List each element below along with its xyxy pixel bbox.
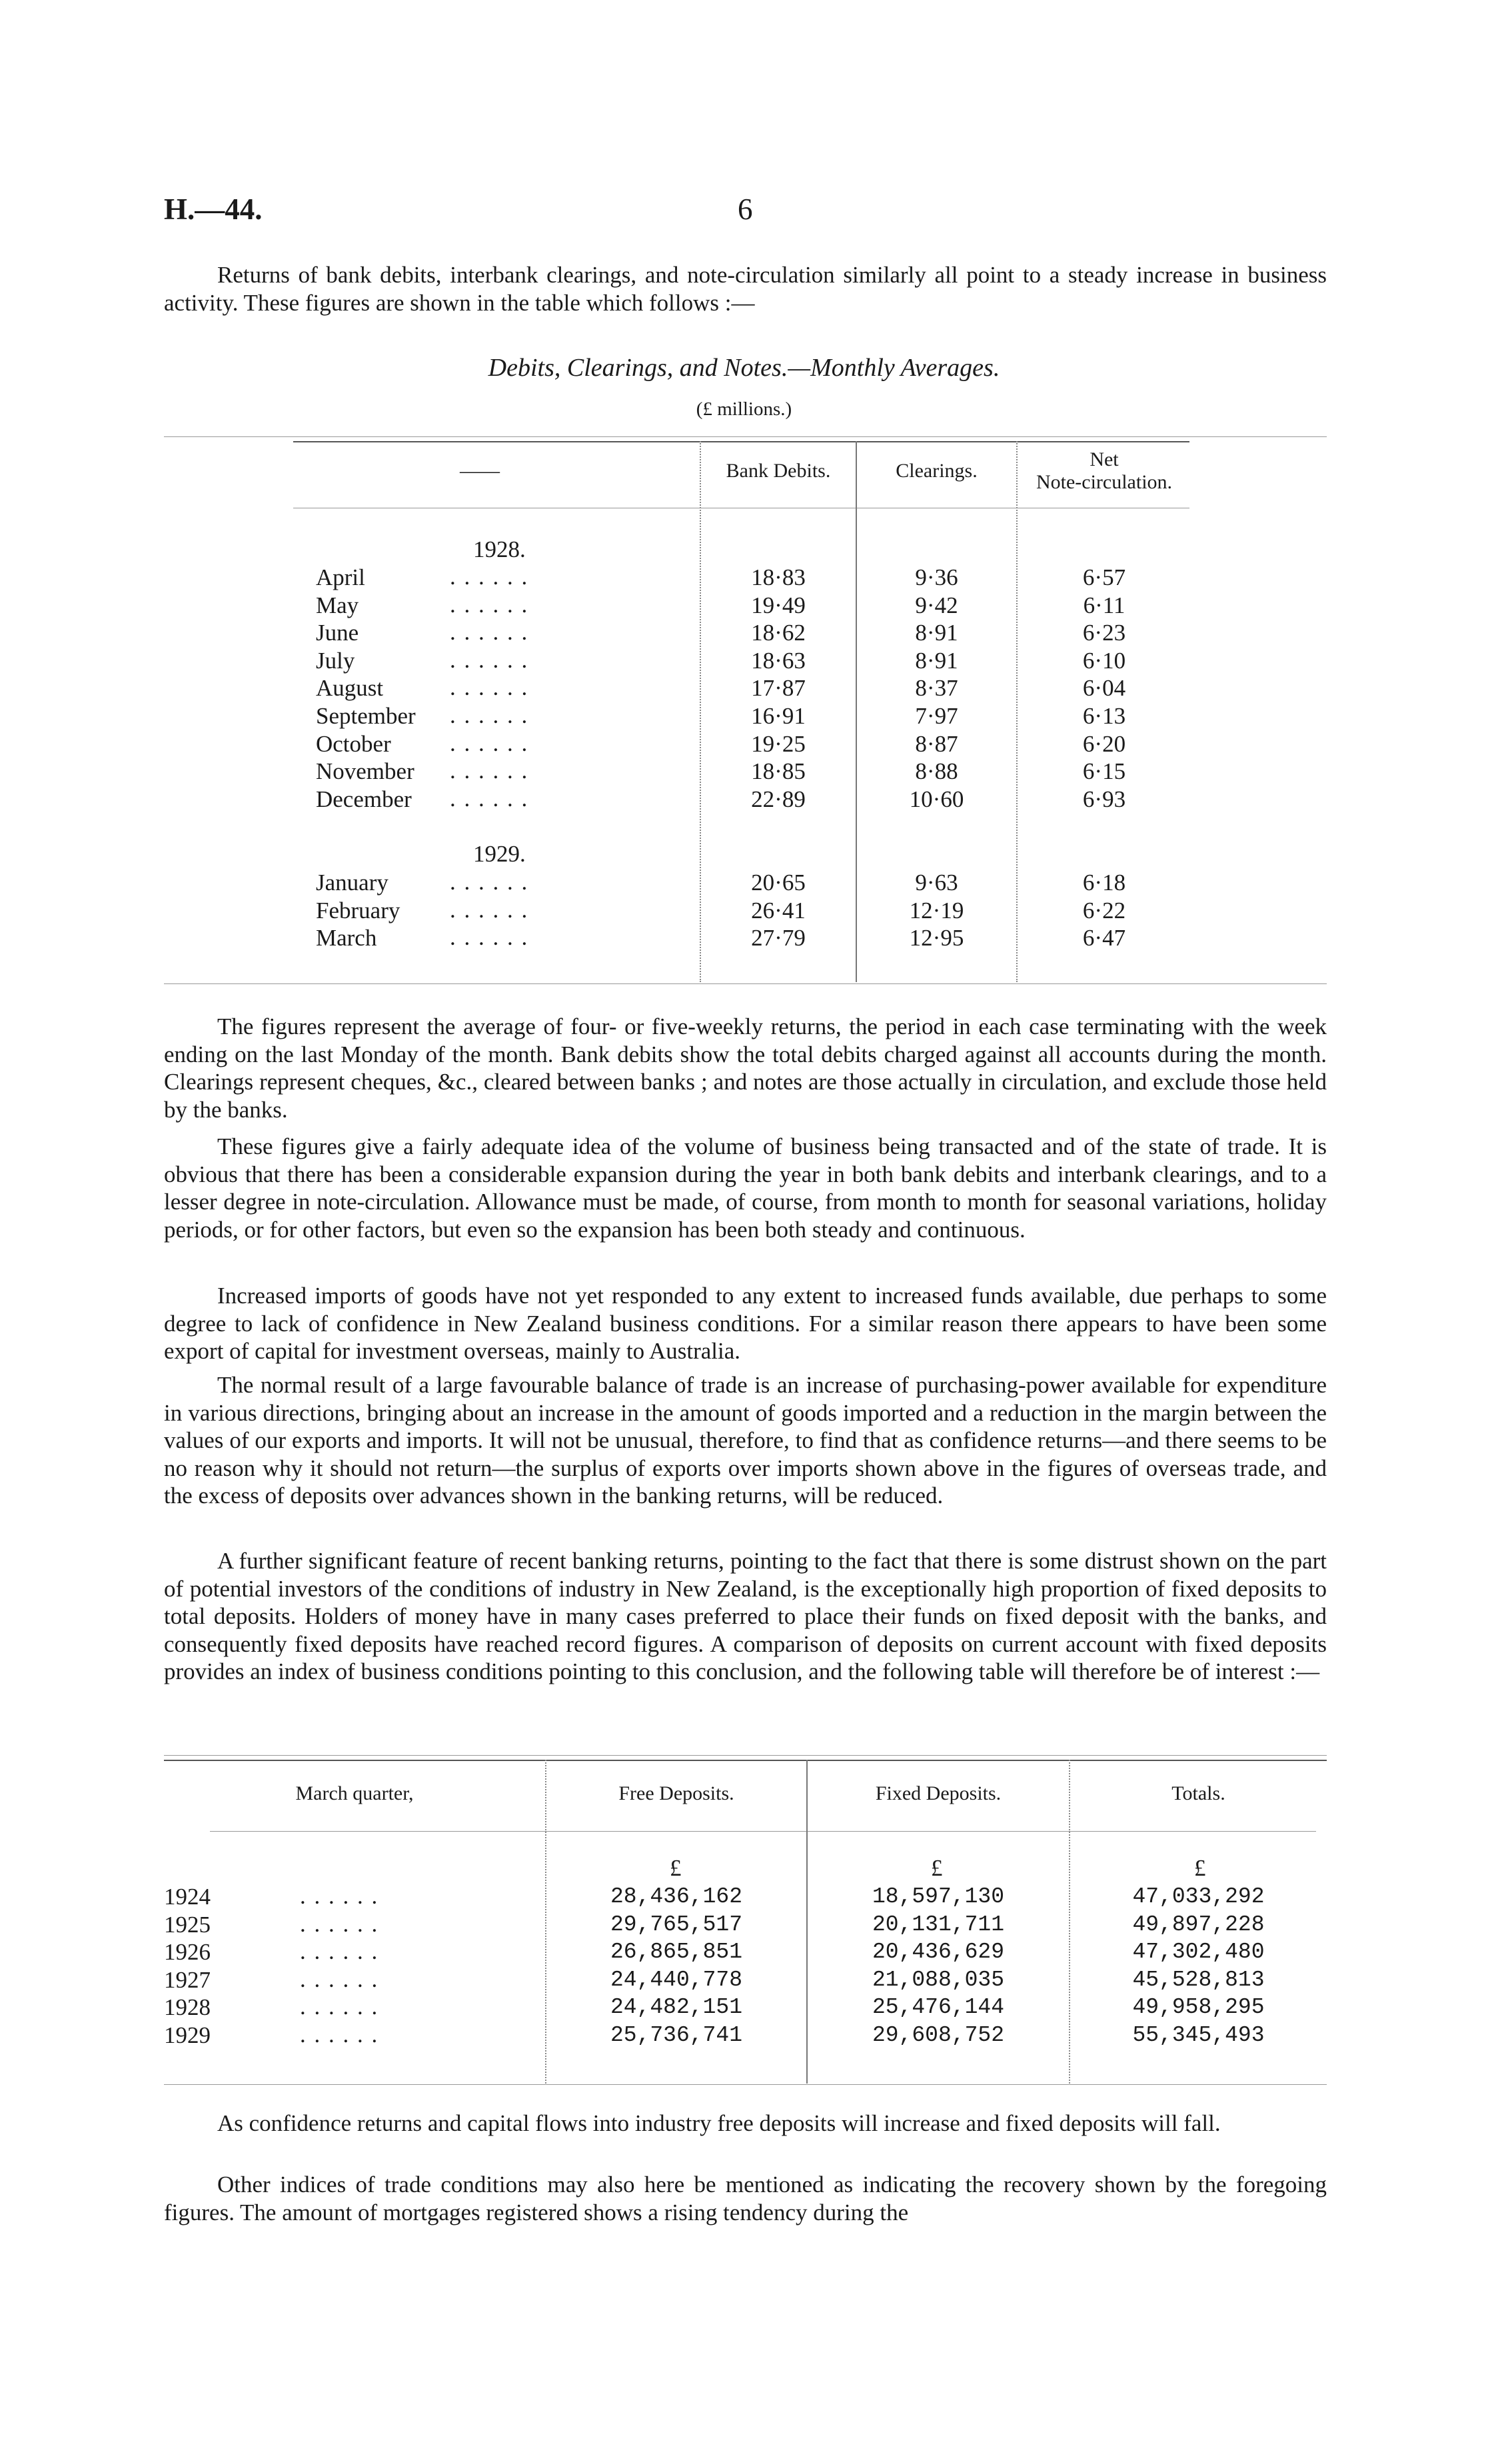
table2-top-rule-inner <box>164 1760 1327 1761</box>
paragraph-5: A further significant feature of recent banking returns, pointing to the fact that there is some distrust shown on the part of potential investors of the conditions of industry in New Zealand, is the exceptionally high proportion of fixed deposits to total deposits. Holders of money have in many cases preferred to place their funds on fixed deposit with the banks, and consequently fixed deposits have reached record figures. A comparison of deposits on current account with fixed deposits provides an index of business conditions pointing to this conclusion, and the following table will therefore be of interest :— <box>164 1548 1327 1685</box>
table2-fixed-deposits-value: 25,476,144 <box>872 1995 1005 2020</box>
table1-note-circulation-value: 6·18 <box>1082 870 1126 896</box>
table1-clearings-value: 9·42 <box>915 592 958 618</box>
table2-header-free-deposits: Free Deposits. <box>618 1782 734 1804</box>
table2-fixed-deposits-value: 20,131,711 <box>872 1912 1005 1937</box>
table2-year-label: 1927 <box>164 1966 211 1993</box>
intro-paragraph: Returns of bank debits, interbank clearings, and note-circulation similarly all point to a steady increase in business activity. These figures are shown in the table which follows :— <box>164 262 1327 316</box>
table1-note-circulation-value: 6·11 <box>1083 592 1125 618</box>
table1-note-circulation-value: 6·04 <box>1082 675 1126 702</box>
table2-free-deposits-value: 29,765,517 <box>610 1912 743 1937</box>
leader-dots: . . . . . . <box>450 896 529 923</box>
table1-clearings-value: 12·95 <box>909 925 964 951</box>
table2-free-deposits-value: 24,482,151 <box>610 1995 743 2020</box>
table2-currency-fixed: £ <box>931 1855 943 1881</box>
table2-totals-value: 49,958,295 <box>1132 1995 1265 2020</box>
table2-header-march-quarter: March quarter, <box>295 1782 414 1804</box>
leader-dots: . . . . . . <box>300 1966 379 1992</box>
table1-month-label: March <box>316 925 377 951</box>
table1-month-label: January <box>316 870 388 896</box>
table2-top-rule <box>164 1755 1327 1756</box>
table1-header-clearings: Clearings. <box>896 460 978 482</box>
leader-dots: . . . . . . <box>450 730 529 756</box>
table2-fixed-deposits-value: 20,436,629 <box>872 1940 1005 1965</box>
table1-clearings-value: 8·88 <box>915 758 958 785</box>
paragraph-3: Increased imports of goods have not yet responded to any extent to increased funds available, due perhaps to some degree to lack of confidence in New Zealand business conditions. For a similar reason there appears to have been some export of capital for investment overseas, mainly to Australia. <box>164 1283 1327 1365</box>
table1-month-label: February <box>316 897 400 924</box>
table2-free-deposits-value: 25,736,741 <box>610 2023 743 2048</box>
leader-dots: . . . . . . <box>450 564 529 590</box>
leader-dots: . . . . . . <box>300 1883 379 1909</box>
table2-totals-value: 49,897,228 <box>1132 1912 1265 1937</box>
table2-currency-totals: £ <box>1194 1855 1206 1881</box>
table1-month-label: November <box>316 758 414 785</box>
table2-free-deposits-value: 26,865,851 <box>610 1940 743 1965</box>
table1-note-circulation-value: 6·20 <box>1082 730 1126 757</box>
table1-bottom-rule <box>164 983 1327 984</box>
table2-totals-value: 47,302,480 <box>1132 1940 1265 1965</box>
table2-totals-value: 47,033,292 <box>1132 1884 1265 1909</box>
table1-note-circulation-value: 6·93 <box>1082 786 1126 812</box>
table1-note-circulation-value: 6·10 <box>1082 647 1126 674</box>
table1-note-circulation-value: 6·47 <box>1082 925 1126 951</box>
table1-clearings-value: 8·87 <box>915 730 958 757</box>
table1-year-1928: 1928. <box>473 536 526 562</box>
table1-unit: (£ millions.) <box>696 398 792 420</box>
table1-clearings-value: 9·36 <box>915 564 958 590</box>
table2-year-label: 1926 <box>164 1939 211 1966</box>
table1-header-net-note-circulation: Net Note-circulation. <box>1036 448 1173 493</box>
table1-bank-debits-value: 19·49 <box>751 592 806 618</box>
paragraph-2: These figures give a fairly adequate idea of the volume of business being transacted and of the state of trade. It is obvious that there has been a considerable expansion during the year in both bank debits and interbank clearings, and to a lesser degree in note-circulation. Allowance must be made, of course, from month to month for seasonal variations, holiday periods, or for other factors, but even so the expansion has been both steady and continuous. <box>164 1133 1327 1243</box>
table1-top-rule-inner <box>293 441 1189 442</box>
table1-bank-debits-value: 26·41 <box>751 897 806 924</box>
page-number: 6 <box>738 193 753 226</box>
table2-free-deposits-value: 28,436,162 <box>610 1884 743 1909</box>
table1-header-stub: —— <box>460 460 500 482</box>
table2-header-fixed-deposits: Fixed Deposits. <box>875 1782 1002 1804</box>
closing-paragraph-2: Other indices of trade conditions may also here be mentioned as indicating the recovery shown by the foregoing figures. The amount of mortgages registered shows a rising tendency during the <box>164 2171 1327 2225</box>
table1-clearings-value: 8·37 <box>915 675 958 702</box>
table1-clearings-value: 8·91 <box>915 620 958 646</box>
table2-year-label: 1928 <box>164 1994 211 2021</box>
table1-note-circulation-value: 6·57 <box>1082 564 1126 590</box>
paragraph-4: The normal result of a large favourable balance of trade is an increase of purchasing-power available for expenditure in various directions, bringing about an increase in the amount of goods imported and a reduction in the margin between the values of our exports and imports. It will not be unusual, therefore, to find that as confidence returns—and there seems to be no reason why it should not return—the surplus of exports over imports shown above in the figures of overseas trade, and the excess of deposits over advances shown in the banking returns, will be reduced. <box>164 1372 1327 1509</box>
closing-paragraph-1: As confidence returns and capital flows into industry free deposits will increase and fixed deposits will fall. <box>217 2110 1221 2136</box>
table1-bank-debits-value: 18·85 <box>751 758 806 785</box>
table1-clearings-value: 9·63 <box>915 870 958 896</box>
table1-bank-debits-value: 17·87 <box>751 675 806 702</box>
leader-dots: . . . . . . <box>300 1910 379 1937</box>
table2-header-rule <box>210 1831 1316 1832</box>
table2-fixed-deposits-value: 21,088,035 <box>872 1967 1005 1992</box>
table2-fixed-deposits-value: 18,597,130 <box>872 1884 1005 1909</box>
table1-note-circulation-value: 6·13 <box>1082 703 1126 729</box>
leader-dots: . . . . . . <box>450 758 529 784</box>
table1-clearings-value: 8·91 <box>915 647 958 674</box>
table1-month-label: May <box>316 592 359 618</box>
table2-header-totals: Totals. <box>1171 1782 1225 1804</box>
table2-year-label: 1924 <box>164 1884 211 1910</box>
table2-totals-value: 55,345,493 <box>1132 2023 1265 2048</box>
table1-month-label: July <box>316 647 355 674</box>
leader-dots: . . . . . . <box>450 702 529 728</box>
table1-title: Debits, Clearings, and Notes.—Monthly Averages. <box>488 354 1000 382</box>
table1-clearings-value: 10·60 <box>909 786 964 812</box>
table1-bank-debits-value: 16·91 <box>751 703 806 729</box>
table2-currency-free: £ <box>670 1855 682 1881</box>
table1-header-bank-debits: Bank Debits. <box>726 460 831 482</box>
leader-dots: . . . . . . <box>450 785 529 812</box>
table1-note-circulation-value: 6·23 <box>1082 620 1126 646</box>
table2-totals-value: 45,528,813 <box>1132 1967 1265 1992</box>
table2-bottom-rule <box>164 2084 1327 2085</box>
leader-dots: . . . . . . <box>450 869 529 895</box>
leader-dots: . . . . . . <box>450 646 529 673</box>
table1-month-label: June <box>316 620 359 646</box>
leader-dots: . . . . . . <box>450 924 529 951</box>
paragraph-1: The figures represent the average of four- or five-weekly returns, the period in each case terminating with the week ending on the last Monday of the month. Bank debits show the total debits charged against all accounts during the month. Clearings represent cheques, &c., cleared between banks ; and notes are those actually in circulation, and exclude those held by the banks. <box>164 1013 1327 1123</box>
table1-bank-debits-value: 19·25 <box>751 730 806 757</box>
leader-dots: . . . . . . <box>300 1938 379 1965</box>
table2-free-deposits-value: 24,440,778 <box>610 1967 743 1992</box>
table2-year-label: 1929 <box>164 2022 211 2048</box>
table1-clearings-value: 12·19 <box>909 897 964 924</box>
table1-bank-debits-value: 18·63 <box>751 647 806 674</box>
table1-month-label: October <box>316 730 391 757</box>
table2-fixed-deposits-value: 29,608,752 <box>872 2023 1005 2048</box>
document-reference: H.—44. <box>164 193 263 226</box>
leader-dots: . . . . . . <box>300 1994 379 2020</box>
leader-dots: . . . . . . <box>300 2022 379 2048</box>
leader-dots: . . . . . . <box>450 591 529 618</box>
table1-bank-debits-value: 20·65 <box>751 870 806 896</box>
table1-month-label: September <box>316 703 416 729</box>
table1-bank-debits-value: 27·79 <box>751 925 806 951</box>
leader-dots: . . . . . . <box>450 619 529 646</box>
table1-month-label: August <box>316 675 384 702</box>
table1-month-label: April <box>316 564 365 590</box>
table1-bank-debits-value: 22·89 <box>751 786 806 812</box>
table1-month-label: December <box>316 786 412 812</box>
table1-bank-debits-value: 18·83 <box>751 564 806 590</box>
table1-bank-debits-value: 18·62 <box>751 620 806 646</box>
table1-note-circulation-value: 6·22 <box>1082 897 1126 924</box>
table1-note-circulation-value: 6·15 <box>1082 758 1126 785</box>
table1-clearings-value: 7·97 <box>915 703 958 729</box>
leader-dots: . . . . . . <box>450 674 529 701</box>
table2-year-label: 1925 <box>164 1911 211 1938</box>
table1-top-rule <box>164 436 1327 437</box>
table1-year-1929: 1929. <box>473 841 526 867</box>
